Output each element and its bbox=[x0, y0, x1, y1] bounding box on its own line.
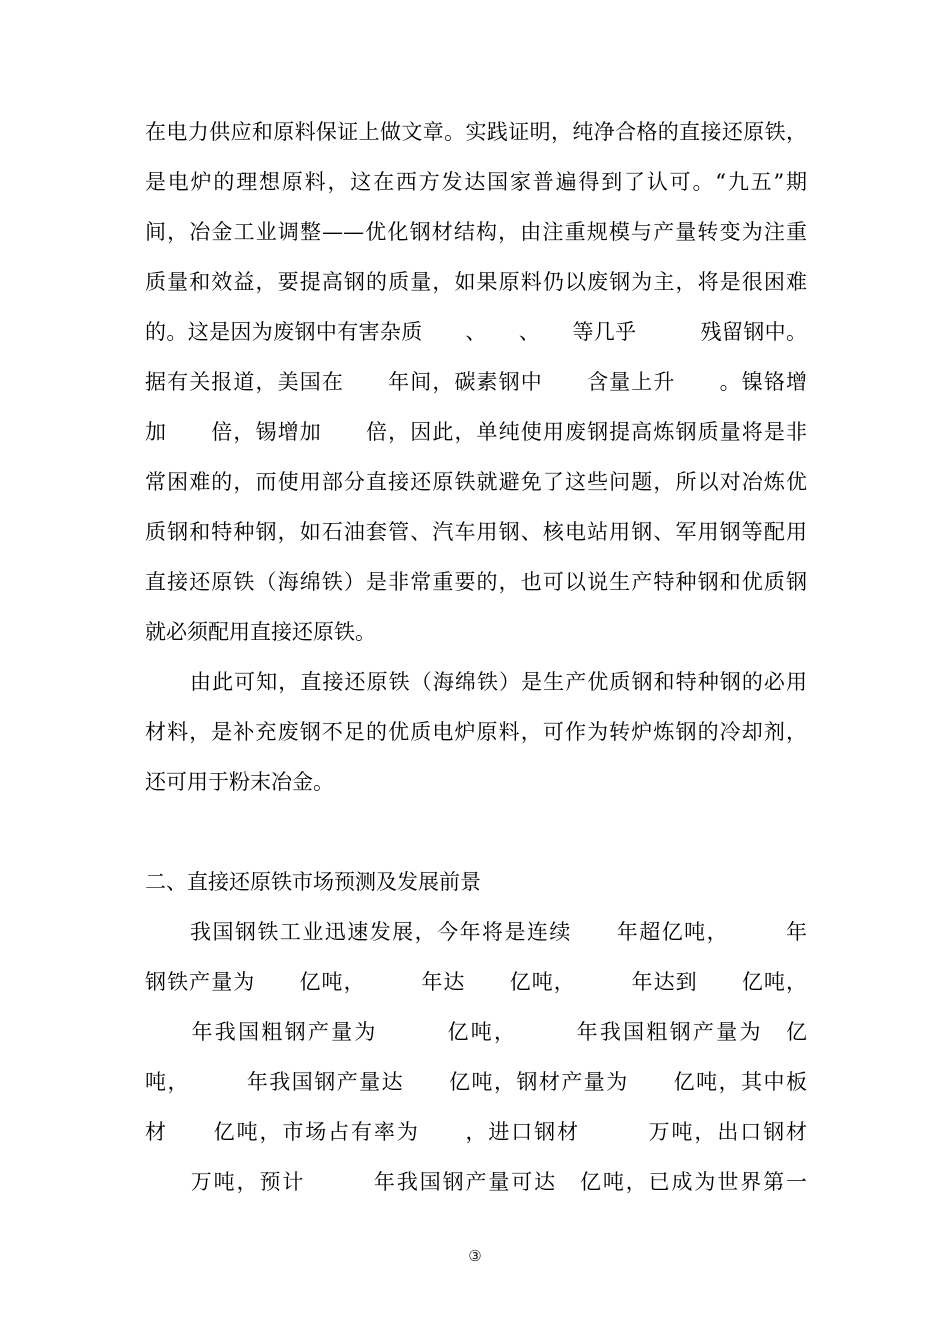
text-line: 据有关报道，美国在 年间，碳素钢中 含量上升 。镍铬增 bbox=[145, 370, 807, 394]
text-line: 质量和效益，要提高钢的质量，如果原料仍以废钢为主，将是很困难 bbox=[145, 270, 807, 294]
section-heading: 二、直接还原铁市场预测及发展前景 bbox=[145, 870, 481, 894]
text-line: 的。这是因为废钢中有害杂质 、 、 等几乎 残留钢中。 bbox=[145, 320, 807, 344]
text-line: 就必须配用直接还原铁。 bbox=[145, 620, 376, 644]
text-line: 材 亿吨，市场占有率为 ，进口钢材 万吨，出口钢材 bbox=[145, 1120, 807, 1144]
text-line: 是电炉的理想原料，这在西方发达国家普遍得到了认可。“九五”期 bbox=[145, 170, 807, 194]
text-line: 直接还原铁（海绵铁）是非常重要的，也可以说生产特种钢和优质钢 bbox=[145, 570, 807, 594]
text-line: 材料，是补充废钢不足的优质电炉原料，可作为转炉炼钢的冷却剂， bbox=[145, 720, 807, 744]
text-line: 间，冶金工业调整——优化钢材结构，由注重规模与产量转变为注重 bbox=[145, 220, 807, 244]
page-number: ③ bbox=[468, 1247, 482, 1265]
text-line: 常困难的，而使用部分直接还原铁就避免了这些问题，所以对冶炼优 bbox=[145, 470, 807, 494]
text-line: 吨， 年我国钢产量达 亿吨，钢材产量为 亿吨，其中板 bbox=[145, 1070, 807, 1094]
text-line: 万吨，预计 年我国钢产量可达 亿吨，已成为世界第一 bbox=[145, 1170, 807, 1194]
text-line: 钢铁产量为 亿吨， 年达 亿吨， 年达到 亿吨， bbox=[145, 970, 807, 994]
text-line: 我国钢铁工业迅速发展，今年将是连续 年超亿吨， 年 bbox=[190, 920, 807, 944]
text-line: 质钢和特种钢，如石油套管、汽车用钢、核电站用钢、军用钢等配用 bbox=[145, 520, 807, 544]
text-line: 还可用于粉末冶金。 bbox=[145, 770, 334, 794]
text-line: 由此可知，直接还原铁（海绵铁）是生产优质钢和特种钢的必用 bbox=[190, 670, 807, 694]
text-line: 年我国粗钢产量为 亿吨， 年我国粗钢产量为 亿 bbox=[145, 1020, 807, 1044]
text-line: 加 倍，锡增加 倍，因此，单纯使用废钢提高炼钢质量将是非 bbox=[145, 420, 807, 444]
text-line: 在电力供应和原料保证上做文章。实践证明，纯净合格的直接还原铁， bbox=[145, 120, 807, 144]
